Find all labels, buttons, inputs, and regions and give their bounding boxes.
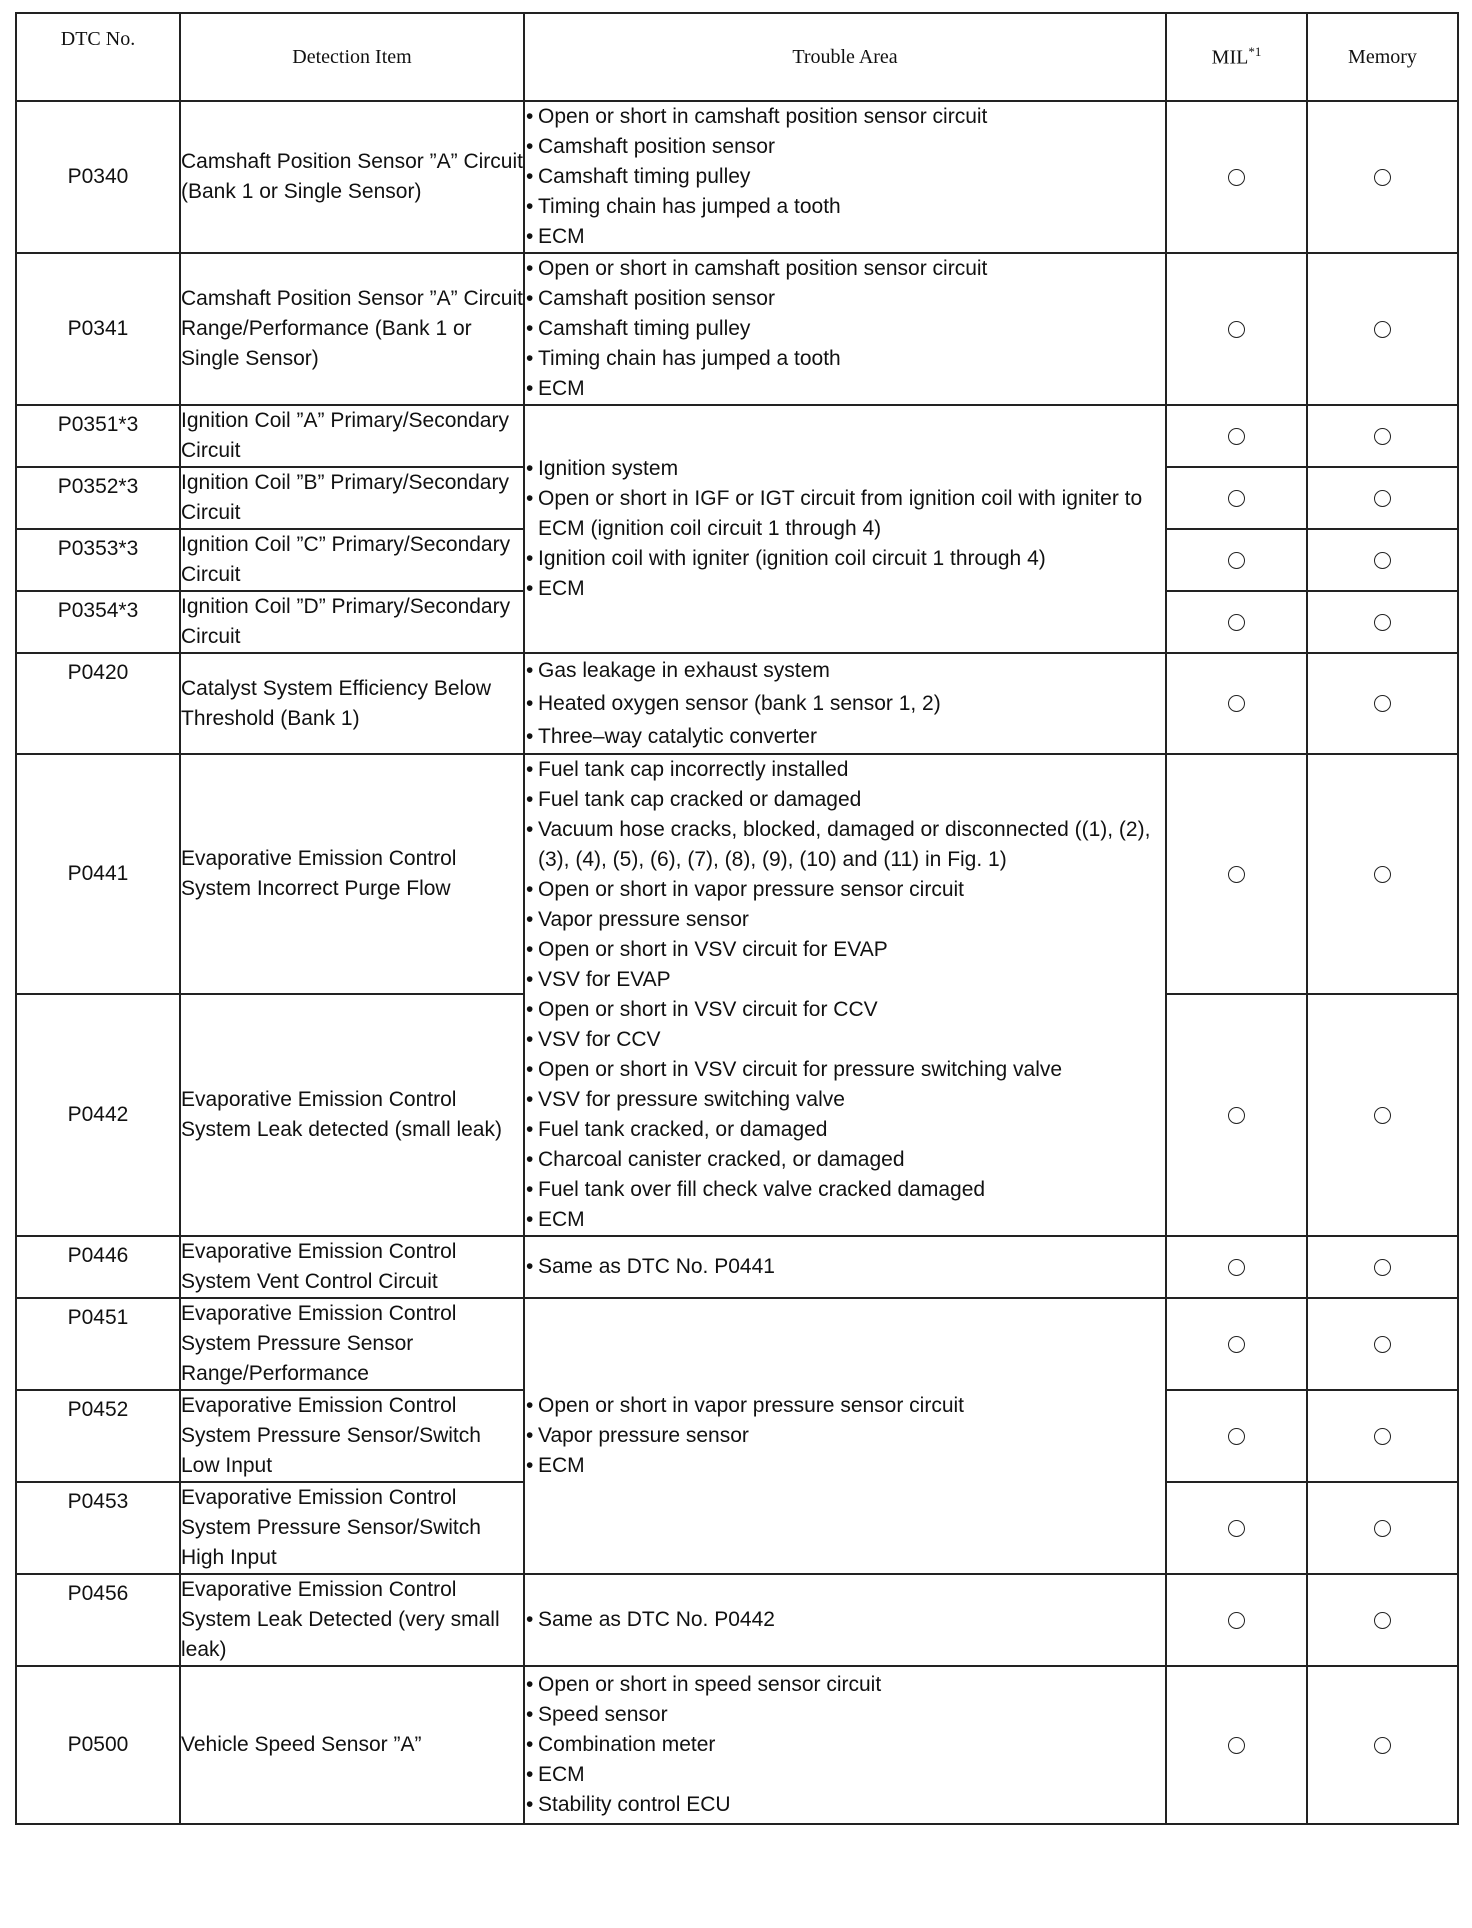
- mil-cell: [1166, 253, 1307, 405]
- mil-cell: [1166, 529, 1307, 591]
- trouble-area-list: [525, 1605, 1165, 1635]
- table-row: [16, 253, 1458, 405]
- trouble-area-list: [525, 1252, 1165, 1282]
- detection-item: Camshaft Position Sensor ”A” Circuit (Bank 1 or Single Sensor): [180, 101, 524, 253]
- trouble-area-item: • Vapor pressure sensor: [525, 905, 1165, 935]
- trouble-area-list: [525, 1391, 1165, 1481]
- detection-item: Ignition Coil ”A” Primary/Secondary Circuit: [180, 405, 524, 467]
- trouble-area-list: [525, 454, 1165, 604]
- mil-cell: [1166, 1298, 1307, 1390]
- trouble-area-item: • ECM: [525, 1451, 1165, 1481]
- mil-cell: [1166, 994, 1307, 1236]
- memory-cell: [1307, 653, 1458, 754]
- trouble-area-item: • Camshaft timing pulley: [525, 314, 1165, 344]
- memory-circle-icon: [1374, 866, 1391, 883]
- detection-item: Camshaft Position Sensor ”A” Circuit Range/Performance (Bank 1 or Single Sensor): [180, 253, 524, 405]
- mil-cell: [1166, 653, 1307, 754]
- trouble-area-list: [525, 654, 1165, 753]
- trouble-area-item: • Open or short in vapor pressure sensor circuit: [525, 875, 1165, 905]
- trouble-area-item: • ECM: [525, 374, 1165, 404]
- trouble-area-list: [525, 102, 1165, 252]
- mil-circle-icon: [1228, 428, 1245, 445]
- trouble-area-item: • Ignition coil with igniter (ignition coil circuit 1 through 4): [525, 544, 1165, 574]
- trouble-area-list: [525, 755, 1165, 1235]
- detection-item: Ignition Coil ”B” Primary/Secondary Circuit: [180, 467, 524, 529]
- memory-cell: [1307, 101, 1458, 253]
- memory-circle-icon: [1374, 321, 1391, 338]
- table-row: [16, 1298, 1458, 1390]
- mil-circle-icon: [1228, 866, 1245, 883]
- mil-circle-icon: [1228, 169, 1245, 186]
- trouble-area-item: • Open or short in speed sensor circuit: [525, 1670, 1165, 1700]
- detection-item: Ignition Coil ”C” Primary/Secondary Circuit: [180, 529, 524, 591]
- memory-circle-icon: [1374, 1737, 1391, 1754]
- header-trouble-area: Trouble Area: [524, 13, 1166, 101]
- dtc-code: P0353*3: [16, 529, 180, 591]
- table-row: [16, 754, 1458, 994]
- trouble-area-item: • Combination meter: [525, 1730, 1165, 1760]
- table-row: [16, 405, 1458, 467]
- dtc-code: P0456: [16, 1574, 180, 1666]
- trouble-area-item: • VSV for pressure switching valve: [525, 1085, 1165, 1115]
- dtc-table: [15, 12, 1459, 1825]
- mil-circle-icon: [1228, 552, 1245, 569]
- dtc-code: P0352*3: [16, 467, 180, 529]
- trouble-area-item: • Charcoal canister cracked, or damaged: [525, 1145, 1165, 1175]
- trouble-area-item: • Ignition system: [525, 454, 1165, 484]
- mil-circle-icon: [1228, 1737, 1245, 1754]
- memory-cell: [1307, 529, 1458, 591]
- mil-circle-icon: [1228, 1336, 1245, 1353]
- mil-circle-icon: [1228, 1428, 1245, 1445]
- memory-circle-icon: [1374, 1612, 1391, 1629]
- mil-cell: [1166, 1390, 1307, 1482]
- mil-cell: [1166, 101, 1307, 253]
- memory-circle-icon: [1374, 1107, 1391, 1124]
- trouble-area-item: • Fuel tank over fill check valve cracked damaged: [525, 1175, 1165, 1205]
- memory-cell: [1307, 1236, 1458, 1298]
- dtc-code: P0500: [16, 1666, 180, 1824]
- trouble-area-item: • Open or short in vapor pressure sensor circuit: [525, 1391, 1165, 1421]
- memory-cell: [1307, 405, 1458, 467]
- mil-circle-icon: [1228, 614, 1245, 631]
- trouble-area-item: • Fuel tank cap incorrectly installed: [525, 755, 1165, 785]
- trouble-area: [524, 1236, 1166, 1298]
- mil-circle-icon: [1228, 1612, 1245, 1629]
- trouble-area: [524, 405, 1166, 653]
- detection-item: Vehicle Speed Sensor ”A”: [180, 1666, 524, 1824]
- memory-circle-icon: [1374, 614, 1391, 631]
- trouble-area: [524, 754, 1166, 1236]
- table-row: [16, 101, 1458, 253]
- mil-circle-icon: [1228, 695, 1245, 712]
- detection-item: Evaporative Emission Control System Vent Control Circuit: [180, 1236, 524, 1298]
- mil-cell: [1166, 1236, 1307, 1298]
- trouble-area-item: • Gas leakage in exhaust system: [525, 654, 1165, 687]
- trouble-area-list: [525, 254, 1165, 404]
- trouble-area-item: • Same as DTC No. P0441: [525, 1252, 1165, 1282]
- detection-item: Evaporative Emission Control System Leak Detected (very small leak): [180, 1574, 524, 1666]
- trouble-area: [524, 253, 1166, 405]
- trouble-area-item: • Open or short in IGF or IGT circuit from ignition coil with igniter to ECM (ignition coil circuit 1 through 4): [525, 484, 1165, 544]
- mil-cell: [1166, 1666, 1307, 1824]
- trouble-area-item: • Timing chain has jumped a tooth: [525, 344, 1165, 374]
- dtc-code: P0452: [16, 1390, 180, 1482]
- dtc-code: P0441: [16, 754, 180, 994]
- trouble-area-item: • ECM: [525, 1205, 1165, 1235]
- mil-cell: [1166, 754, 1307, 994]
- memory-cell: [1307, 467, 1458, 529]
- trouble-area: [524, 101, 1166, 253]
- trouble-area-item: • ECM: [525, 1760, 1165, 1790]
- mil-cell: [1166, 1482, 1307, 1574]
- memory-circle-icon: [1374, 552, 1391, 569]
- memory-cell: [1307, 994, 1458, 1236]
- detection-item: Evaporative Emission Control System Pressure Sensor Range/Performance: [180, 1298, 524, 1390]
- trouble-area-item: • Vacuum hose cracks, blocked, damaged or disconnected ((1), (2), (3), (4), (5), (6), (7), (8), (9), (10) and (11) in Fig. 1): [525, 815, 1165, 875]
- trouble-area: [524, 653, 1166, 754]
- trouble-area-item: • Open or short in camshaft position sensor circuit: [525, 102, 1165, 132]
- memory-circle-icon: [1374, 169, 1391, 186]
- header-memory: Memory: [1307, 13, 1458, 101]
- memory-cell: [1307, 1390, 1458, 1482]
- mil-cell: [1166, 1574, 1307, 1666]
- memory-cell: [1307, 1574, 1458, 1666]
- trouble-area-item: • Stability control ECU: [525, 1790, 1165, 1820]
- dtc-code: P0354*3: [16, 591, 180, 653]
- table-row: [16, 1236, 1458, 1298]
- memory-circle-icon: [1374, 1428, 1391, 1445]
- dtc-code: P0341: [16, 253, 180, 405]
- trouble-area-item: • Timing chain has jumped a tooth: [525, 192, 1165, 222]
- detection-item: Evaporative Emission Control System Incorrect Purge Flow: [180, 754, 524, 994]
- trouble-area-item: • Camshaft position sensor: [525, 284, 1165, 314]
- memory-cell: [1307, 591, 1458, 653]
- trouble-area-item: • Speed sensor: [525, 1700, 1165, 1730]
- table-row: [16, 653, 1458, 754]
- trouble-area-item: • Camshaft position sensor: [525, 132, 1165, 162]
- memory-circle-icon: [1374, 428, 1391, 445]
- trouble-area: [524, 1574, 1166, 1666]
- header-mil-footnote: *1: [1248, 44, 1262, 60]
- trouble-area-item: • ECM: [525, 222, 1165, 252]
- header-mil: [1166, 13, 1307, 101]
- memory-circle-icon: [1374, 1520, 1391, 1537]
- trouble-area-item: • Open or short in VSV circuit for pressure switching valve: [525, 1055, 1165, 1085]
- trouble-area-item: • Vapor pressure sensor: [525, 1421, 1165, 1451]
- mil-circle-icon: [1228, 1259, 1245, 1276]
- trouble-area-item: • Fuel tank cap cracked or damaged: [525, 785, 1165, 815]
- dtc-code: P0442: [16, 994, 180, 1236]
- trouble-area-item: • Same as DTC No. P0442: [525, 1605, 1165, 1635]
- trouble-area-item: • Open or short in camshaft position sensor circuit: [525, 254, 1165, 284]
- memory-cell: [1307, 754, 1458, 994]
- memory-cell: [1307, 253, 1458, 405]
- trouble-area-item: • Open or short in VSV circuit for CCV: [525, 995, 1165, 1025]
- trouble-area: [524, 1298, 1166, 1574]
- dtc-code: P0446: [16, 1236, 180, 1298]
- table-row: [16, 1666, 1458, 1824]
- mil-circle-icon: [1228, 1520, 1245, 1537]
- header-mil-label: MIL: [1211, 46, 1249, 69]
- trouble-area-item: • ECM: [525, 574, 1165, 604]
- mil-cell: [1166, 405, 1307, 467]
- detection-item: Evaporative Emission Control System Pressure Sensor/Switch High Input: [180, 1482, 524, 1574]
- mil-circle-icon: [1228, 1107, 1245, 1124]
- mil-cell: [1166, 591, 1307, 653]
- dtc-code: P0453: [16, 1482, 180, 1574]
- trouble-area-item: • Three–way catalytic converter: [525, 720, 1165, 753]
- mil-circle-icon: [1228, 321, 1245, 338]
- memory-circle-icon: [1374, 1259, 1391, 1276]
- header-detection-item: Detection Item: [180, 13, 524, 101]
- memory-cell: [1307, 1666, 1458, 1824]
- detection-item: Ignition Coil ”D” Primary/Secondary Circuit: [180, 591, 524, 653]
- trouble-area-item: • Fuel tank cracked, or damaged: [525, 1115, 1165, 1145]
- dtc-code: P0451: [16, 1298, 180, 1390]
- dtc-code: P0351*3: [16, 405, 180, 467]
- detection-item: Evaporative Emission Control System Leak detected (small leak): [180, 994, 524, 1236]
- dtc-code: P0340: [16, 101, 180, 253]
- trouble-area-item: • Camshaft timing pulley: [525, 162, 1165, 192]
- memory-cell: [1307, 1298, 1458, 1390]
- dtc-code: P0420: [16, 653, 180, 754]
- memory-cell: [1307, 1482, 1458, 1574]
- header-row: [16, 13, 1458, 101]
- trouble-area: [524, 1666, 1166, 1824]
- table-row: [16, 1574, 1458, 1666]
- trouble-area-item: • VSV for CCV: [525, 1025, 1165, 1055]
- header-dtc-no: DTC No.: [16, 13, 180, 101]
- detection-item: Evaporative Emission Control System Pressure Sensor/Switch Low Input: [180, 1390, 524, 1482]
- trouble-area-item: • VSV for EVAP: [525, 965, 1165, 995]
- memory-circle-icon: [1374, 1336, 1391, 1353]
- trouble-area-list: [525, 1670, 1165, 1820]
- memory-circle-icon: [1374, 695, 1391, 712]
- mil-circle-icon: [1228, 490, 1245, 507]
- detection-item: Catalyst System Efficiency Below Threshold (Bank 1): [180, 653, 524, 754]
- trouble-area-item: • Open or short in VSV circuit for EVAP: [525, 935, 1165, 965]
- trouble-area-item: • Heated oxygen sensor (bank 1 sensor 1, 2): [525, 687, 1165, 720]
- mil-cell: [1166, 467, 1307, 529]
- memory-circle-icon: [1374, 490, 1391, 507]
